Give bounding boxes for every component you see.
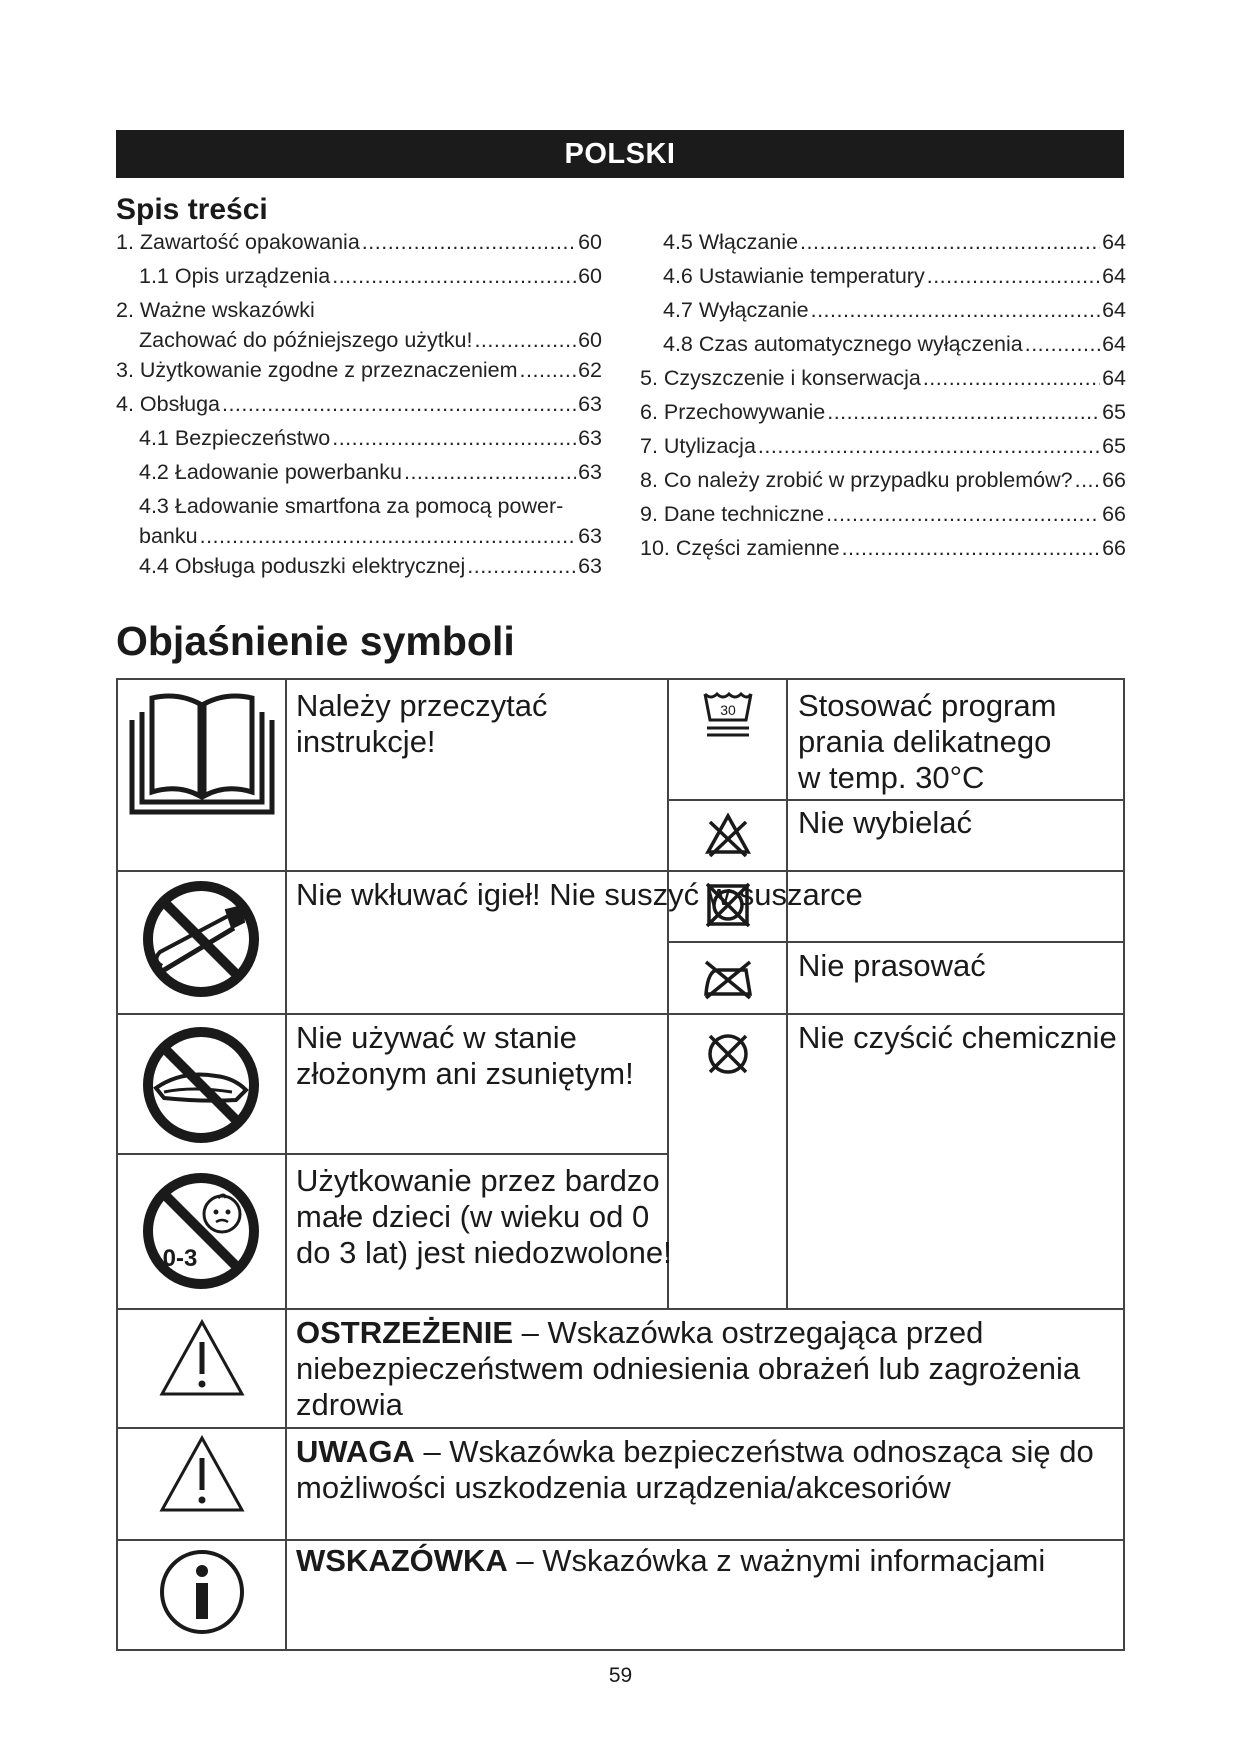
toc-entry[interactable]: 7. Utylizacja ..... 65 [640, 434, 1126, 468]
toc-entry[interactable]: 1. Zawartość opakowania ..... 60 [116, 230, 602, 264]
toc-entry-line: 2. Ważne wskazówki [116, 298, 315, 322]
toc-title: Spis treści [116, 193, 268, 226]
warning-label: OSTRZEŻENIE [296, 1315, 514, 1350]
age-range-label: 0-3 [162, 1245, 198, 1272]
toc-entry[interactable]: 10. Części zamienne ..... 66 [640, 536, 1126, 570]
no-pins-text: Nie wkłuwać igieł! Nie suszyć w suszarce [296, 877, 863, 912]
toc-entry[interactable]: 4.6 Ustawianie temperatury ..... 64 [640, 264, 1126, 298]
caution-label: UWAGA [296, 1434, 415, 1469]
warning-text: OSTRZEŻENIE – Wskazówka ostrzegająca przed niebezpieczeństwem odniesienia obrażeń lub zagrożenia zdrowia [296, 1315, 1081, 1422]
toc-entry[interactable]: 4.2 Ładowanie powerbanku ..... 63 [116, 460, 602, 494]
toc-entry[interactable]: 4.1 Bezpieczeństwo ..... 63 [116, 426, 602, 460]
toc-entry[interactable]: 9. Dane techniczne ..... 66 [640, 502, 1126, 536]
toc-entry[interactable]: 8. Co należy zrobić w przypadku problemów? ..... 66 [640, 468, 1126, 502]
no-bleach-icon [704, 812, 752, 858]
read-instructions-text: Należy przeczytać instrukcje! [296, 688, 548, 759]
no-bleach-text: Nie wybielać [798, 805, 973, 840]
toc-entry[interactable]: 6. Przechowywanie ..... 65 [640, 400, 1126, 434]
no-folded-text: Nie używać w stanie złożonym ani zsuniętym! [296, 1020, 634, 1091]
toc-entry[interactable]: 4.4 Obsługa poduszki elektrycznej ..... 63 [116, 554, 602, 588]
info-icon [158, 1548, 246, 1636]
toc-entry-line: 4.3 Ładowanie smartfona za pomocą power- [139, 494, 564, 518]
symbols-title: Objaśnienie symboli [116, 618, 515, 664]
no-iron-icon [702, 956, 754, 1002]
caution-text: UWAGA – Wskazówka bezpieczeństwa odnosząca się do możliwości uszkodzenia urządzenia/akcesoriów [296, 1434, 1094, 1505]
toc-entry[interactable]: banku ..... 63 [116, 524, 602, 554]
toc-entry[interactable]: 4. Obsługa ..... 63 [116, 392, 602, 426]
toc-entry[interactable]: 1.1 Opis urządzenia ..... 60 [116, 264, 602, 298]
wash-temperature-label: 30 [720, 702, 736, 718]
toc-entry[interactable]: 4.8 Czas automatycznego wyłączenia ..... 64 [640, 332, 1126, 366]
no-folded-icon [142, 1026, 260, 1144]
toc-entry[interactable]: 5. Czyszczenie i konserwacja ..... 64 [640, 366, 1126, 400]
toc-entry[interactable]: 3. Użytkowanie zgodne z przeznaczeniem ..... 62 [116, 358, 602, 392]
toc-entry[interactable]: 4.7 Wyłączanie ..... 64 [640, 298, 1126, 332]
no-iron-text: Nie prasować [798, 948, 986, 983]
warning-triangle-icon [158, 1318, 246, 1398]
no-dry-clean-text: Nie czyścić chemicznie [798, 1020, 1117, 1055]
note-text: WSKAZÓWKA – Wskazówka z ważnymi informacjami [296, 1543, 1046, 1578]
language-label: POLSKI [564, 137, 676, 170]
wash-30-text: Stosować program prania delikatnego w temp. 30°C [798, 688, 1057, 795]
book-icon [128, 690, 276, 820]
toc-entry[interactable]: Zachować do późniejszego użytku! ..... 60 [116, 328, 602, 358]
no-pins-icon [142, 880, 260, 998]
no-dry-clean-icon [704, 1030, 752, 1078]
caution-triangle-icon [158, 1434, 246, 1514]
no-children-text: Użytkowanie przez bardzo małe dzieci (w wieku od 0 do 3 lat) jest niedozwolone! [296, 1163, 672, 1270]
note-label: WSKAZÓWKA [296, 1543, 508, 1578]
no-children-icon [142, 1172, 260, 1290]
page-number: 59 [608, 1664, 633, 1687]
wash-30-icon [702, 690, 754, 740]
toc-entry[interactable]: 4.5 Włączanie ..... 64 [640, 230, 1126, 264]
